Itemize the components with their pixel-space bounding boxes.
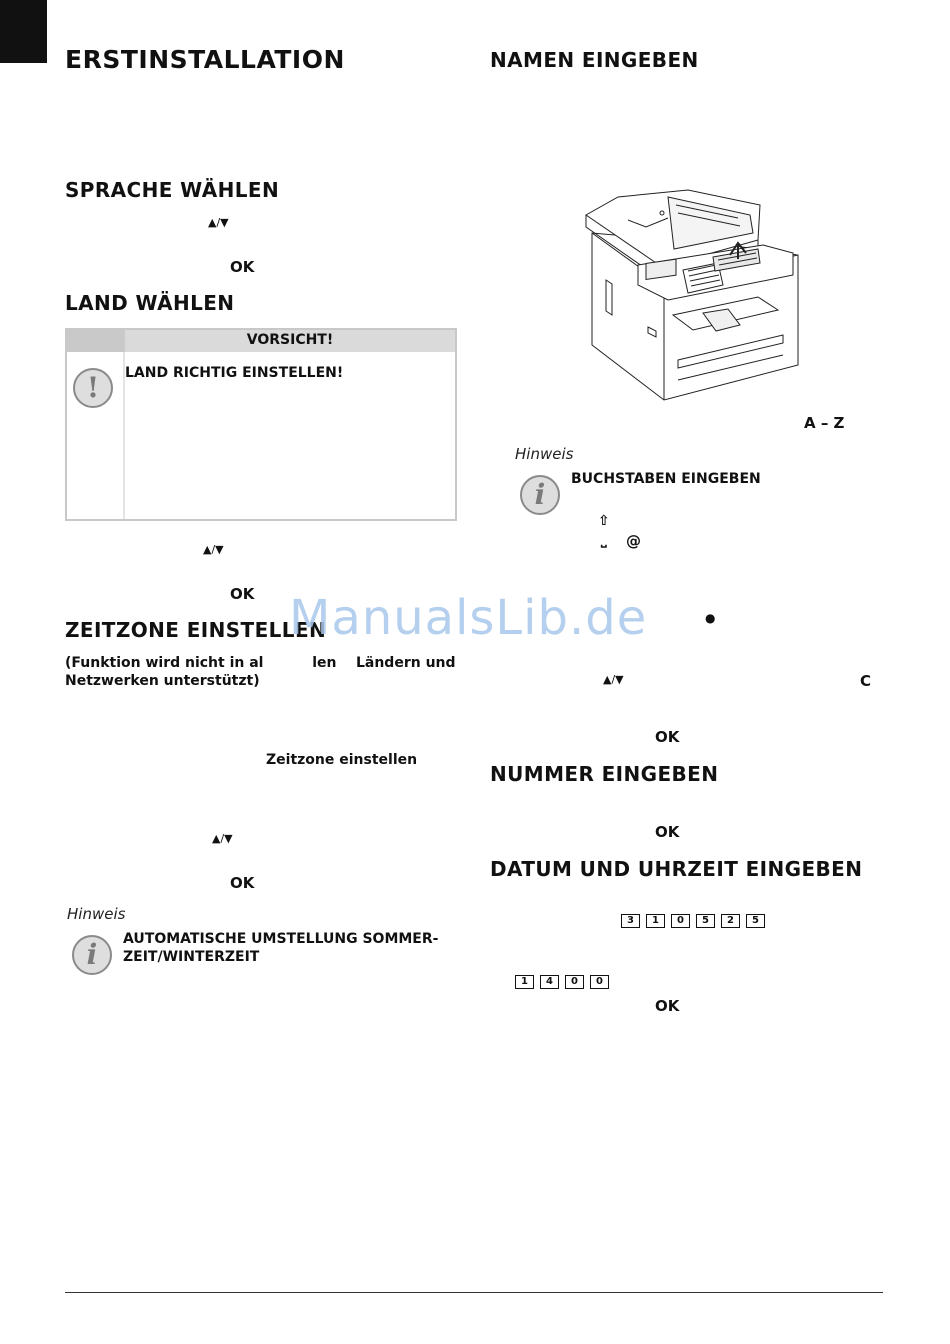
warning-text: LAND RICHTIG EINSTELLEN!: [125, 365, 344, 381]
keypad-key: 5: [696, 914, 715, 928]
info-icon: i: [72, 935, 112, 975]
info-icon: i: [520, 475, 560, 515]
zeitzone-subtitle-line2: Netzwerken unterstützt): [65, 673, 260, 689]
arrow-keys-icon: ▲/▼: [212, 832, 233, 845]
ok-key: OK: [655, 728, 680, 746]
warning-header: [67, 330, 455, 352]
warning-box: [65, 328, 457, 521]
hint-title: BUCHSTABEN EINGEBEN: [571, 471, 761, 487]
chapter-tab: [0, 0, 47, 63]
keypad-key: 2: [721, 914, 740, 928]
warning-title: VORSICHT!: [246, 332, 334, 348]
ok-key: OK: [655, 823, 680, 841]
ok-key: OK: [230, 585, 255, 603]
hint-text-line1: AUTOMATISCHE UMSTELLUNG SOMMER-: [123, 931, 439, 947]
hint-label: Hinweis: [515, 445, 574, 463]
range-label: A – Z: [804, 414, 845, 432]
section-heading-sprache: SPRACHE WÄHLEN: [65, 178, 280, 202]
keypad-key: 1: [646, 914, 665, 928]
footer-rule: [65, 1292, 883, 1293]
arrow-keys-icon: ▲/▼: [208, 216, 229, 229]
keypad-key: 0: [590, 975, 609, 989]
zeitzone-subtitle-line1: (Funktion wird nicht in al len Ländern und: [65, 655, 456, 671]
at-symbol: @: [626, 532, 641, 550]
exclamation-icon: !: [73, 368, 113, 408]
section-heading-land: LAND WÄHLEN: [65, 291, 235, 315]
bullet-icon: ●: [705, 611, 716, 625]
clear-key: C: [860, 672, 872, 690]
keypad-key: 4: [540, 975, 559, 989]
section-heading-nummer: NUMMER EINGEBEN: [490, 762, 719, 786]
keypad-key: 1: [515, 975, 534, 989]
hint-label: Hinweis: [67, 905, 126, 923]
watermark: ManualsLib.de: [289, 590, 648, 646]
arrow-keys-icon: ▲/▼: [203, 543, 224, 556]
ok-key: OK: [655, 997, 680, 1015]
fax-device-illustration: [578, 185, 804, 403]
date-keys: [621, 910, 771, 929]
keypad-key: 3: [621, 914, 640, 928]
section-heading-namen: NAMEN EINGEBEN: [490, 48, 699, 72]
shift-icon: ⇧: [598, 513, 610, 529]
section-heading-datum: DATUM UND UHRZEIT EINGEBEN: [490, 857, 863, 881]
space-icon: ⎵: [601, 532, 607, 548]
arrow-keys-icon: ▲/▼: [603, 673, 624, 686]
hint-text-line2: ZEIT/WINTERZEIT: [123, 949, 260, 965]
menu-item-zeitzone: Zeitzone einstellen: [266, 752, 418, 768]
page-title: ERSTINSTALLATION: [65, 45, 345, 74]
keypad-key: 0: [671, 914, 690, 928]
ok-key: OK: [230, 874, 255, 892]
section-heading-zeitzone: ZEITZONE EINSTELLEN: [65, 618, 327, 642]
ok-key: OK: [230, 258, 255, 276]
keypad-key: 5: [746, 914, 765, 928]
keypad-key: 0: [565, 975, 584, 989]
time-keys: [515, 971, 615, 990]
